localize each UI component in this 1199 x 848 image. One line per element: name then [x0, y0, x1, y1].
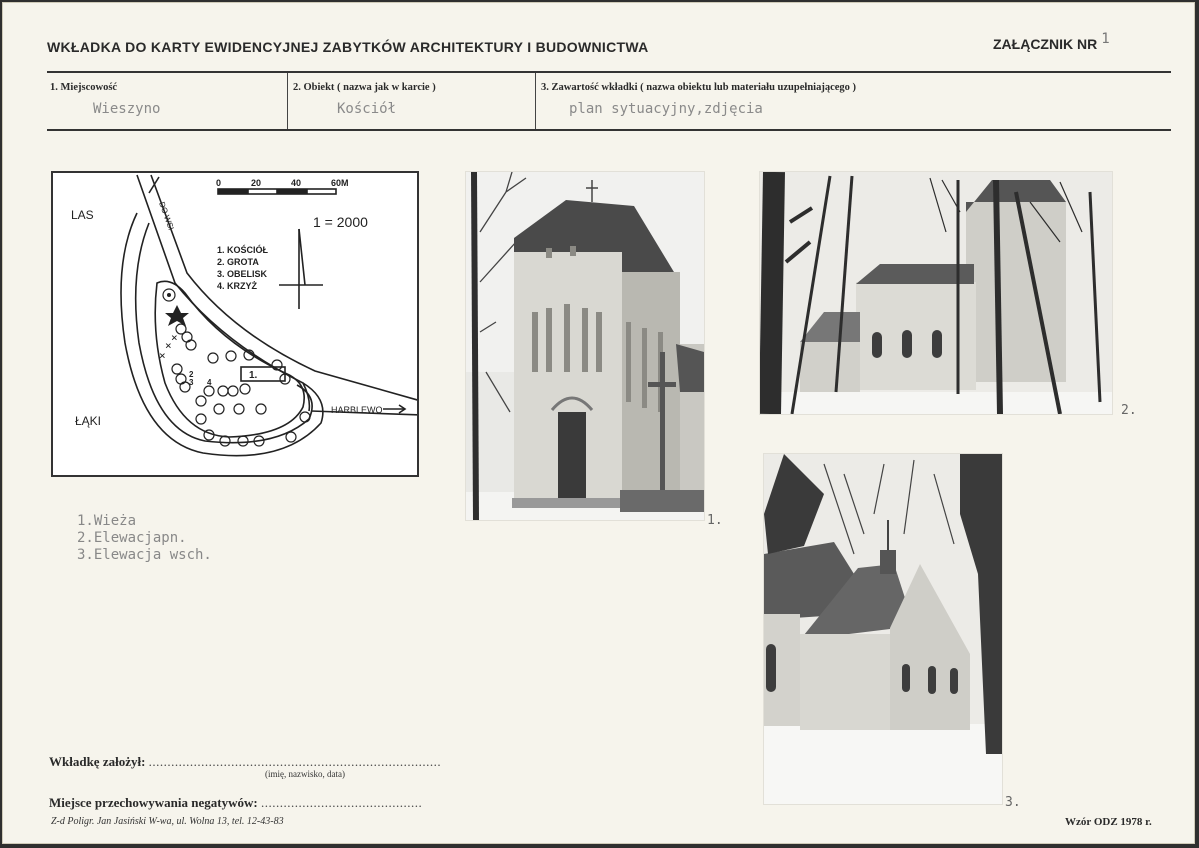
- marker-obelisk: 3: [189, 378, 194, 387]
- map-key-item: 2. GROTA: [217, 257, 259, 267]
- photo-number: 1.: [707, 513, 723, 528]
- printer-info: Z-d Poligr. Jan Jasiński W-wa, ul. Wolna 13, tel. 12-43-83: [51, 816, 284, 827]
- photo-number: 3.: [1005, 795, 1021, 810]
- north-elevation-image: [760, 172, 1112, 414]
- legend-item: 2.Elewacjapn.: [77, 530, 187, 546]
- scale-tick: 20: [251, 178, 262, 188]
- locality-label: 1. Miejscowość: [50, 82, 118, 93]
- scale-ratio: 1 = 2000: [313, 214, 368, 230]
- map-key-item: 4. KRZYŻ: [217, 281, 258, 291]
- created-by-label: Wkładkę założył:: [49, 754, 146, 769]
- east-elevation-image: [764, 454, 1002, 804]
- road-north-label: DO WSI: [157, 200, 176, 232]
- negatives-label: Miejsce przechowywania negatywów:: [49, 795, 258, 810]
- marker-cross: 4: [207, 378, 212, 387]
- form-sheet: [2, 2, 1195, 844]
- tower-photo-image: [466, 172, 704, 520]
- header-rule-top: [47, 71, 1171, 73]
- church-tower-photo: [465, 171, 705, 521]
- map-key-item: 3. OBELISK: [217, 269, 268, 279]
- contents-value: plan sytuacyjny,zdjęcia: [569, 101, 763, 117]
- church-marker: 1.: [249, 370, 258, 381]
- scale-tick: 40: [291, 178, 302, 188]
- negatives-field[interactable]: ...........................................: [260, 795, 423, 810]
- legend-item: 1.Wieża: [77, 513, 137, 529]
- negatives-line: [49, 795, 422, 811]
- column-divider: [287, 73, 288, 129]
- annex-number: 1: [1101, 31, 1110, 47]
- object-label: 2. Obiekt ( nazwa jak w karcie ): [293, 82, 436, 93]
- photo-number: 2.: [1121, 403, 1137, 418]
- svg-text:×: ×: [171, 331, 178, 344]
- svg-text:×: ×: [165, 339, 172, 352]
- legend-item: 3.Elewacja wsch.: [77, 547, 212, 563]
- north-elevation-photo: [759, 171, 1113, 415]
- east-elevation-photo: [763, 453, 1003, 805]
- object-value: Kościół: [337, 101, 397, 117]
- road-east-label: HARBLEWO: [331, 405, 383, 415]
- document-title: WKŁADKA DO KARTY EWIDENCYJNEJ ZABYTKÓW ARCHITEKTURY I BUDOWNICTWA: [47, 39, 649, 55]
- created-by-field[interactable]: ..............................................................................: [148, 754, 442, 769]
- locality-value: Wieszyno: [93, 101, 161, 117]
- annex-label: [993, 31, 1110, 53]
- scale-tick: 0: [216, 178, 222, 188]
- created-by-line: [49, 754, 441, 770]
- created-by-hint: (imię, nazwisko, data): [265, 769, 345, 779]
- svg-text:×: ×: [159, 349, 166, 362]
- scale-tick: 60M: [331, 178, 349, 188]
- site-plan-drawing: [53, 173, 417, 475]
- photo-legend: [77, 513, 212, 564]
- site-plan: [51, 171, 419, 477]
- annex-label-text: ZAŁĄCZNIK NR: [993, 36, 1098, 52]
- label-meadows: ŁĄKI: [75, 414, 102, 428]
- contents-label: 3. Zawartość wkładki ( nazwa obiektu lub materiału uzupełniającego ): [541, 82, 857, 93]
- header-rule-bottom: [47, 129, 1171, 131]
- map-key-item: 1. KOŚCIÓŁ: [217, 245, 269, 255]
- label-forest: LAS: [71, 208, 94, 222]
- marker-grotto: 2: [189, 370, 194, 379]
- form-model: Wzór ODZ 1978 r.: [1065, 816, 1152, 828]
- column-divider: [535, 73, 536, 129]
